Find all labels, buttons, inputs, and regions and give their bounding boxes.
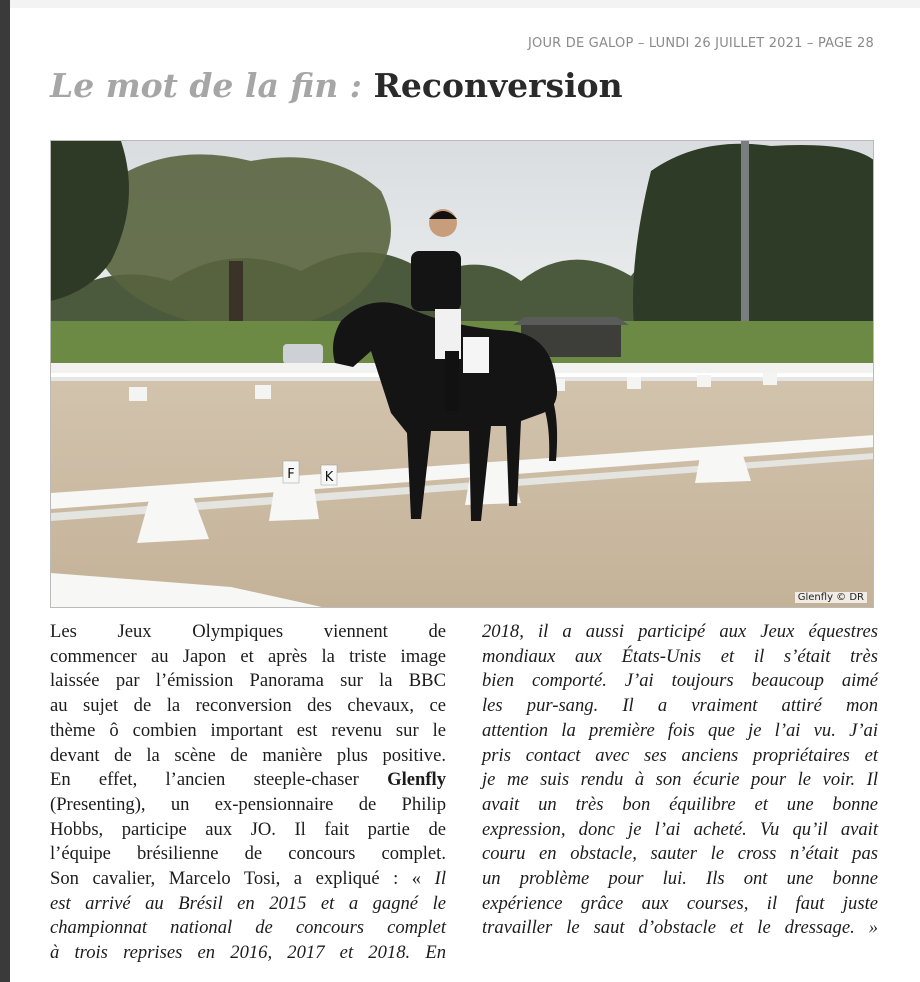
text-line: attention la première fois que je l’ai vu. J’ai — [482, 719, 878, 741]
text-line: commencer au Japon et après la triste image — [50, 645, 446, 667]
text-line: couru en obstacle, sauter le cross n’était pas — [482, 843, 878, 865]
article-title — [50, 66, 623, 105]
title-lead: Le mot de la fin : — [50, 66, 362, 105]
top-strip — [10, 0, 920, 8]
text-line: pris contact avec ses anciens propriétaires et — [482, 744, 878, 766]
arena-letter-k: K — [324, 470, 334, 485]
text-fragment: Son cavalier, Marcelo Tosi, a expliqué : « — [50, 868, 422, 890]
text-line: les pur-sang. Il a vraiment attiré mon — [482, 695, 878, 717]
text-line: (Presenting), un ex-pensionnaire de Philip — [50, 793, 446, 815]
text-line: mondiaux aux États-Unis et il s’était très — [482, 645, 878, 667]
text-line: expression, donc je l’ai acheté. Vu qu’il avait — [482, 818, 878, 840]
running-header: JOUR DE GALOP – LUNDI 26 JUILLET 2021 – PAGE 28 — [527, 36, 874, 51]
text-line: un problème pour lui. Ils ont une bonne — [482, 868, 878, 890]
article-column-right — [482, 620, 878, 941]
photo-credit: Glenfly © DR — [795, 592, 867, 603]
text-line: expérience grâce aux courses, il faut juste — [482, 892, 878, 914]
text-line: travailler le saut d’obstacle et le dressage. » — [482, 917, 878, 939]
text-line: est arrivé au Brésil en 2015 et a gagné le — [50, 892, 446, 914]
text-line: thème ô combien important est revenu sur le — [50, 719, 446, 741]
arena-letter-f: F — [287, 467, 295, 482]
text-line-with-name — [50, 768, 446, 793]
text-fragment: En effet, l’ancien steeple-chaser — [50, 769, 359, 791]
horse-name: Glenfly — [387, 769, 446, 791]
text-line: devant de la scène de manière plus positive. — [50, 744, 446, 766]
dressage-horse-photo — [51, 141, 874, 608]
text-line: bien comporté. J’ai toujours beaucoup aimé — [482, 670, 878, 692]
text-line: au sujet de la reconversion des chevaux, ce — [50, 695, 446, 717]
text-line: laissée par l’émission Panorama sur la BBC — [50, 670, 446, 692]
page-edge-bar — [0, 0, 10, 982]
title-main: Reconversion — [373, 66, 623, 105]
article-column-left — [50, 620, 446, 966]
quote-start: Il — [434, 868, 446, 890]
text-line: l’équipe brésilienne de concours complet. — [50, 843, 446, 865]
text-line: Les Jeux Olympiques viennent de — [50, 621, 446, 642]
text-line-with-quote — [50, 867, 446, 892]
text-line: 2018, il a aussi participé aux Jeux équestres — [482, 621, 878, 642]
text-line: Hobbs, participe aux JO. Il fait partie de — [50, 818, 446, 840]
text-line: avait un très bon équilibre et une bonne — [482, 793, 878, 815]
text-line: je me suis rendu à son écurie pour le voir. Il — [482, 769, 878, 791]
text-line: à trois reprises en 2016, 2017 et 2018. En — [50, 942, 446, 964]
article-photo — [50, 140, 874, 608]
text-line: championnat national de concours complet — [50, 917, 446, 939]
